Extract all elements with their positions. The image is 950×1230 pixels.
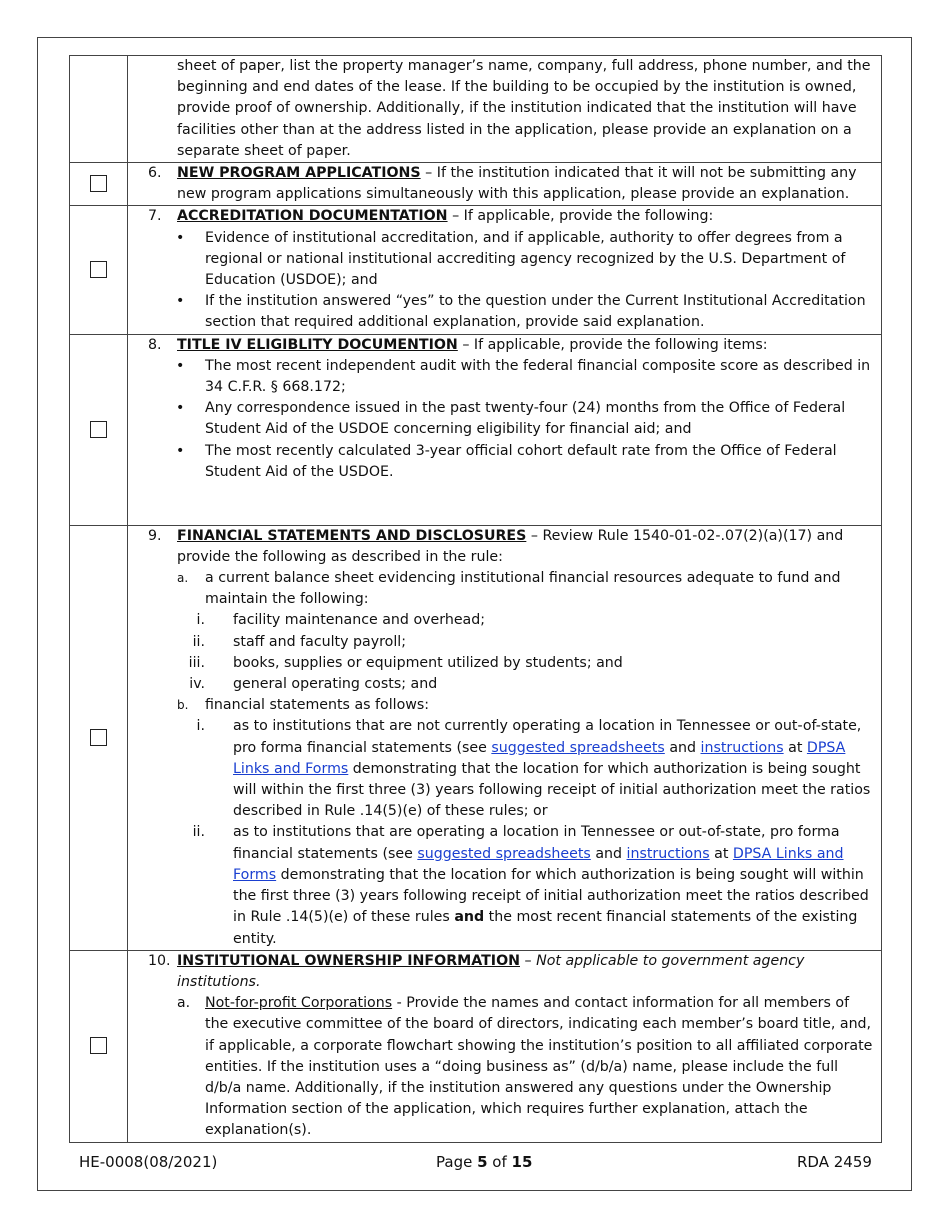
continued-text-cell xyxy=(128,56,882,163)
table-row xyxy=(70,56,882,163)
suggested-spreadsheets-link[interactable]: suggested spreadsheets xyxy=(417,845,591,862)
empty-checkbox-cell xyxy=(70,56,128,163)
item-9-title: FINANCIAL STATEMENTS AND DISCLOSURES xyxy=(177,527,527,544)
checkbox-item-8[interactable] xyxy=(90,421,107,438)
list-item: • Evidence of institutional accreditation, and if applicable, authority to offer degrees from a regional or national institutional accrediting agency recognized by the U.S. Department of Education (USDOE); and xyxy=(128,228,875,292)
list-item: iii. books, supplies or equipment utilized by students; and xyxy=(188,654,623,671)
table-row xyxy=(70,950,882,1142)
instructions-link[interactable]: instructions xyxy=(626,845,710,862)
item-8: 8. TITLE IV ELIGIBLITY DOCUMENTION – If applicable, provide the following items: • The most recent independent audit with the federal financial composite score as described in 34 C.F.R. § 668.172; • Any correspondence issued in the past twenty-four (24) months from the Office of Federal Student Aid of the USDOE concerning eligibility for financial aid; and • The most recently calculated 3-year official cohort default rate from the Office of Federal Student Aid of the USDOE. xyxy=(128,335,881,483)
suggested-spreadsheets-link[interactable]: suggested spreadsheets xyxy=(491,739,665,756)
table-row xyxy=(70,334,882,525)
item-9: 9. FINANCIAL STATEMENTS AND DISCLOSURES – Review Rule 1540-01-02-.07(2)(a)(17) and provide the following as described in the rule: a. a current balance sheet evidencing institutional financial resources adequate to fund and maintain the following: i. facility maintenance and overhead; ii. staff and faculty payroll; iii. books, supplies or equipment utilized by students; and iv. general operating costs; and b. financial statements as follows: i. as to institutions that are not currently operating a location in Tennessee or out-of-state, pro forma financial statements (see suggested spreadsheets and instructions at DPSA Links and Forms demonstrating that the location for which authorization is being sought will within the first three (3) years following receipt of initial authorization meet the ratios described in Rule .14(5)(e) of these rules; or ii. as to institutions that are operating a location in Tennessee or out-of-state, pro forma financial statements (see suggested spreadsheets and instructions at DPSA Links and Forms demonstrating that the location for which authorization is being sought will within the first three (3) years following receipt of initial authorization meet the ratios described in Rule .14(5)(e) of these rules and the most recent financial statements of the existing entity. xyxy=(128,526,881,950)
list-item: • If the institution answered “yes” to the question under the Current Institutional Accreditation section that required additional explanation, provide said explanation. xyxy=(128,291,875,333)
list-item: iv. general operating costs; and xyxy=(189,676,438,693)
item-10: 10. INSTITUTIONAL OWNERSHIP INFORMATION – Not applicable to government agency institutions. a. Not-for-profit Corporations - Provide the names and contact information for all members of the executive committee of the board of directors, indicating each member’s board title, and, if applicable, a corporate flowchart showing the institution’s position to all affiliated corporate entities. If the institution uses a “doing business as” (d/b/a) name, please include the full d/b/a name. Additionally, if the institution answered any questions under the Ownership Information section of the application, which requires further explanation, attach the explanation(s). xyxy=(128,951,881,1142)
table-row xyxy=(70,206,882,334)
rda-number: RDA 2459 xyxy=(797,1153,872,1171)
list-item: • The most recent independent audit with the federal financial composite score as described in 34 C.F.R. § 668.172; xyxy=(128,356,875,398)
item-9-b-ii: ii. as to institutions that are operating a location in Tennessee or out-of-state, pro forma financial statements (see suggested spreadsheets and instructions at DPSA Links and Forms demonstrating that the location for which authorization is being sought will within the first three (3) years following receipt of initial authorization meet the ratios described in Rule .14(5)(e) of these rules and the most recent financial statements of the existing entity. xyxy=(192,824,869,947)
page-number: Page 5 of 15 xyxy=(436,1153,533,1171)
dpsa-links-and-forms-link[interactable]: DPSA Links and Forms xyxy=(233,845,844,883)
list-item: • Any correspondence issued in the past twenty-four (24) months from the Office of Federal Student Aid of the USDOE concerning eligibility for financial aid; and xyxy=(128,398,875,440)
list-item: ii. staff and faculty payroll; xyxy=(192,633,406,650)
table-row xyxy=(70,163,882,206)
item-9-b: b. financial statements as follows: xyxy=(177,697,430,714)
item-6: 6. NEW PROGRAM APPLICATIONS – If the institution indicated that it will not be submitting any new program applications simultaneously with this application, please provide an explanation. xyxy=(148,165,857,203)
checkbox-item-7[interactable] xyxy=(90,261,107,278)
item-7-title: ACCREDITATION DOCUMENTATION xyxy=(177,208,448,225)
checkbox-item-10[interactable] xyxy=(90,1037,107,1054)
list-item: • The most recently calculated 3-year official cohort default rate from the Office of Federal Student Aid of the USDOE. xyxy=(128,441,875,483)
list-item: i. facility maintenance and overhead; xyxy=(196,612,486,629)
item-10-a: a. Not-for-profit Corporations - Provide the names and contact information for all members of the executive committee of the board of directors, indicating each member’s board title, and, if applicable, a corporate flowchart showing the institution’s position to all affiliated corporate entities. If the institution uses a “doing business as” (d/b/a) name, please include the full d/b/a name. Additionally, if the institution answered any questions under the Ownership Information section of the application, which requires further explanation, attach the explanation(s). xyxy=(177,995,873,1139)
dpsa-links-and-forms-link[interactable]: DPSA Links and Forms xyxy=(233,739,846,777)
item-9-a: a. a current balance sheet evidencing institutional financial resources adequate to fund and maintain the following: xyxy=(177,570,841,608)
item-10-title: INSTITUTIONAL OWNERSHIP INFORMATION xyxy=(177,952,520,969)
table-row xyxy=(70,525,882,950)
item-8-title: TITLE IV ELIGIBLITY DOCUMENTION xyxy=(177,336,458,353)
instructions-link[interactable]: instructions xyxy=(700,739,784,756)
checkbox-item-9[interactable] xyxy=(90,729,107,746)
item-7: 7. ACCREDITATION DOCUMENTATION – If applicable, provide the following: • Evidence of institutional accreditation, and if applicable, authority to offer degrees from a regional or national institutional accrediting agency recognized by the U.S. Department of Education (USDOE); and • If the institution answered “yes” to the question under the Current Institutional Accreditation section that required additional explanation, provide said explanation. xyxy=(128,206,881,333)
checkbox-item-6[interactable] xyxy=(90,175,107,192)
item-9-b-i: i. as to institutions that are not currently operating a location in Tennessee or out-of-state, pro forma financial statements (see suggested spreadsheets and instructions at DPSA Links and Forms demonstrating that the location for which authorization is being sought will within the first three (3) years following receipt of initial authorization meet the ratios described in Rule .14(5)(e) of these rules; or xyxy=(196,718,871,820)
item-6-title: NEW PROGRAM APPLICATIONS xyxy=(177,165,421,182)
continued-text: sheet of paper, list the property manager’s name, company, full address, phone number, and the beginning and end dates of the lease. If the building to be occupied by the institution is owned, provide proof of ownership. Additionally, if the institution indicated that the institution will have facilities other than at the address listed in the application, please provide an explanation on a separate sheet of paper. xyxy=(177,58,871,159)
form-id: HE-0008(08/2021) xyxy=(79,1153,218,1171)
checklist-table xyxy=(69,55,882,1143)
